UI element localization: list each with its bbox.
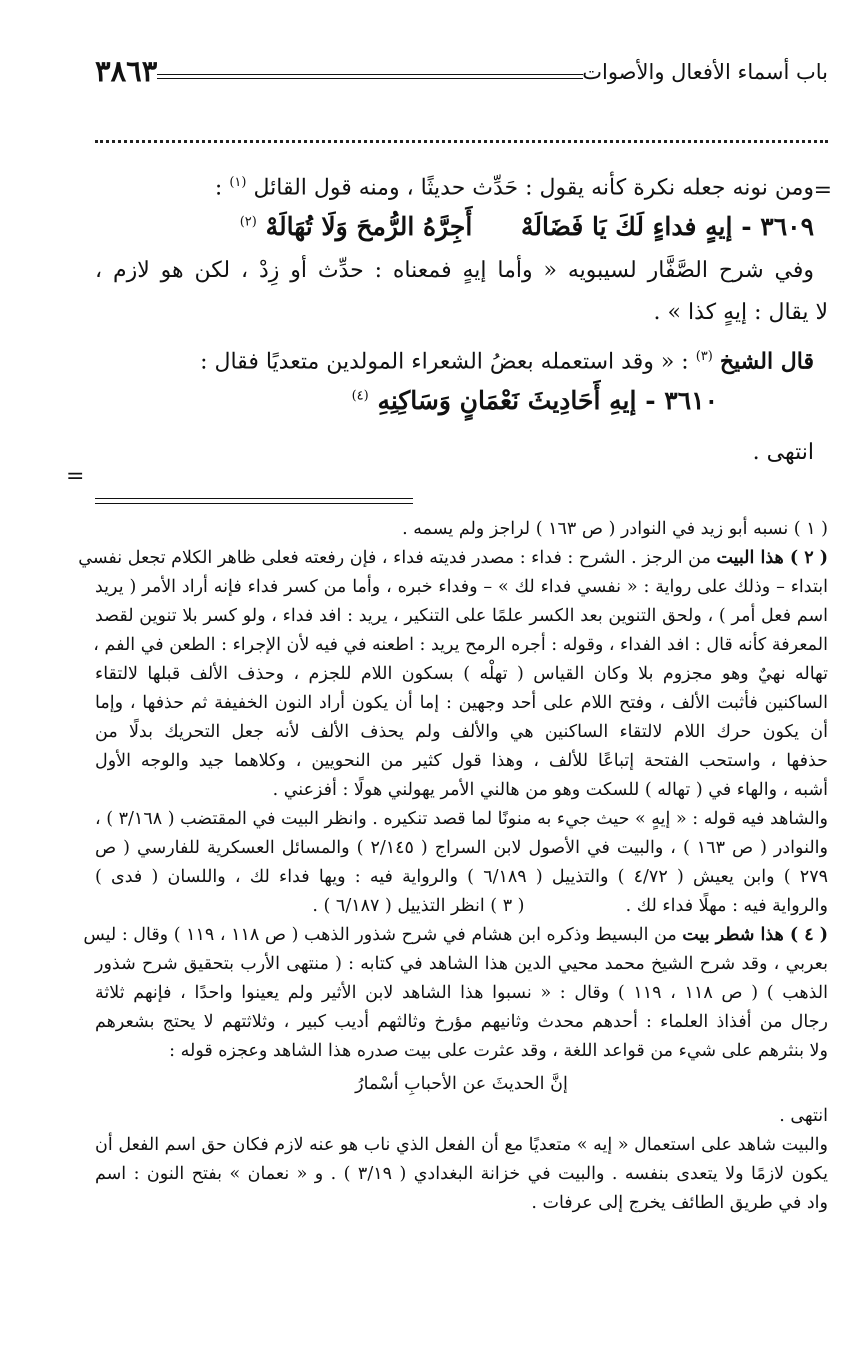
text-line: انتهى .	[752, 440, 814, 465]
footnote-line: الذهب ) ( ص ١١٨ ، ١١٩ ) وقال : « نسبوا هذا الشاهد لابن الأثير ولم يعينوا واحدًا ، فإنهم ثلاثة	[95, 983, 828, 1003]
continuation-mark: =	[66, 464, 85, 489]
header-rule	[157, 74, 583, 75]
footnote-line: حذفها ، واستحب الفتحة إتباعًا للألف ، وهذا قول كثير من النحويين ، وكلاهما جيد والوجه الأول	[95, 751, 828, 771]
footnote-rule	[95, 498, 413, 499]
footnote-line: ٢٧٩ ) وابن يعيش ( ٤/٧٢ ) والتذييل ( ٦/١٨٩ ) والرواية فيه : ويها فداء لك ، واللسان ( فدى )	[95, 867, 828, 887]
footnote-ref: (١)	[229, 175, 247, 190]
footnote-2-label: ( ٢ ) هذا البيت	[716, 548, 828, 568]
footnote-line: اسم فعل أمر ) ، ولحق التنوين بعد الكسر علمًا على التنكير ، يريد : افد فداء ، ولو كسر بلا تنوين لقصد	[95, 606, 828, 626]
footnotes	[78, 515, 829, 1218]
footnote-ref: (٢)	[239, 214, 257, 230]
continuation-mark: =	[813, 178, 832, 203]
chapter-title: باب أسماء الأفعال والأصوات	[582, 60, 828, 84]
footnote-line: الساكنين فأثبت الألف ، وفتح اللام على أحد وجهين : إما أن يكون أراد النون الخفيفة ثم حذفها ، وإما	[95, 693, 828, 713]
running-header	[95, 52, 828, 92]
footnote-line: واد في طريق الطائف يخرج إلى عرفات .	[531, 1193, 828, 1213]
footnote-line: تهاله نهيٌ وهو مجزوم بلا وكان القياس ( تهلْه ) بسكون اللام للجزم ، وحذف الألف قبلها لالتقاء	[95, 664, 828, 684]
footnote-line: ولا بنثرهم على شيء من قواعد اللغة ، وقد عثرت على بيت صدره هذا الشاهد وعجزه قوله :	[169, 1041, 828, 1061]
footnote-line: يكون لازمًا ولا يتعدى بنفسه . والبيت في خزانة البغدادي ( ٣/١٩ ) . و « نعمان » بفتح النون : اسم	[95, 1164, 829, 1184]
text-line: وفي شرح الصَّفَّار لسيبويه « وأما إيهٍ فمعناه : حدِّث أو زِدْ ، لكن هو لازم ،	[95, 258, 814, 283]
footnote-line: ( ٤ ) هذا شطر بيت من البسيط وذكره ابن هشام في شرح شذور الذهب ( ص ١١٨ ، ١١٩ ) وقال : ليس	[83, 925, 828, 945]
verse-line	[95, 212, 828, 256]
footnote-line: بعربي ، وقد شرح الشيخ محمد محيي الدين هذا الشاهد في كتابه : ( منتهى الأرب بتحقيق شرح شذور	[95, 954, 828, 974]
footnote-line: المعرفة كأنه قال : افد الفداء ، وقوله : أجره الرمح يريد : اطعنه في فيه لأن الإجراء : الطعن في الفم ،	[93, 635, 828, 655]
verse-line	[95, 386, 828, 438]
footnote-line: انتهى .	[779, 1106, 828, 1126]
footnote-line: والشاهد فيه قوله : « إيهٍ » حيث جيء به منونًا لما قصد تنكيره . وانظر البيت في المقتضب ( ٣/١٦٨ ) ،	[95, 809, 829, 829]
text-line: لا يقال : إيهٍ كذا » .	[653, 300, 828, 325]
footnote-line: والنوادر ( ص ١٦٣ ) ، والبيت في الأصول لابن السراج ( ٢/١٤٥ ) والمسائل العسكرية للفارسي ( ص	[95, 838, 829, 858]
main-text	[95, 168, 828, 468]
footnote-ref: (٣)	[695, 349, 713, 364]
text-line: ومن نونه جعله نكرة كأنه يقول : حَدِّث حديثًا ، ومنه قول القائل $^{(١)}$ :	[214, 175, 814, 201]
page-number: ٣٨٦٣	[95, 54, 158, 88]
text-line: قال الشيخ $^{(٣)}$ : « وقد استعمله بعضُ الشعراء المولدين متعديًا فقال :	[200, 348, 814, 375]
footnote-line: ( ٢ ) هذا البيت من الرجز . الشرح : فداء : مصدر فديته فداء ، فإن رفعته فعلى ظاهر الكلام تجعل نفسي	[78, 548, 828, 568]
footnote-rule	[95, 503, 413, 504]
verse-text: إيهِ أَحَادِيثَ نَعْمَانٍ وَسَاكِنِهِ	[377, 386, 637, 415]
verse-hemistich: أَجِرَّهُ الرُّمحَ وَلَا تُهَالَهْ	[265, 212, 473, 241]
footnote-line: والبيت شاهد على استعمال « إيه » متعديًا مع أن الفعل الذي ناب هو عنه لازم فكان حق اسم الفعل أن	[95, 1135, 828, 1155]
footnote-line: ابتداء – وذلك على رواية : « نفسي فداء لك » – وفداء خبره ، وأما من كسر فداء فإنه أراد الأمر ( يريد	[95, 577, 828, 597]
speaker: قال الشيخ	[719, 348, 814, 375]
footnote-ref: (٤)	[351, 388, 369, 404]
footnote-3: ( ٣ ) انظر التذييل ( ٦/١٨٧ ) .	[312, 896, 525, 916]
footnote-4-label: ( ٤ ) هذا شطر بيت	[682, 925, 828, 945]
dotted-separator	[95, 140, 828, 143]
footnote-line: والرواية فيه : مهلًا فداء لك . ( ٣ ) انظر التذييل ( ٦/١٨٧ ) .	[312, 896, 828, 916]
footnote-verse: إنَّ الحديثَ عن الأحبابِ أسْمارُ	[355, 1074, 568, 1094]
footnote-line: رجال من أفذاذ العلماء : أحدهم محدث وثانيهم مؤرخ وثالثهم أديب كبير ، وثلاثتهم لا يحتج بشعرهم	[95, 1012, 828, 1032]
footnote-line: أن يكون حرك اللام لالتقاء الساكنين هي والألف ولم يحذف الألف لأنه جعل التحريك بدلًا من	[95, 722, 828, 742]
verse-number: ٣٦٠٩ -	[741, 212, 814, 241]
header-rule	[157, 78, 583, 79]
footnote-1: ( ١ ) نسبه أبو زيد في النوادر ( ص ١٦٣ ) لراجز ولم يسمه .	[402, 519, 828, 539]
footnote-line: أشبه ، والهاء في ( تهاله ) للسكت وهو من هالني الأمر يهولني هولًا : أفزعني .	[272, 780, 828, 800]
verse-number: ٣٦١٠ -	[645, 386, 718, 415]
verse-hemistich: إيهٍ فداءٍ لَكَ يَا فَضَالَهْ	[521, 212, 733, 241]
